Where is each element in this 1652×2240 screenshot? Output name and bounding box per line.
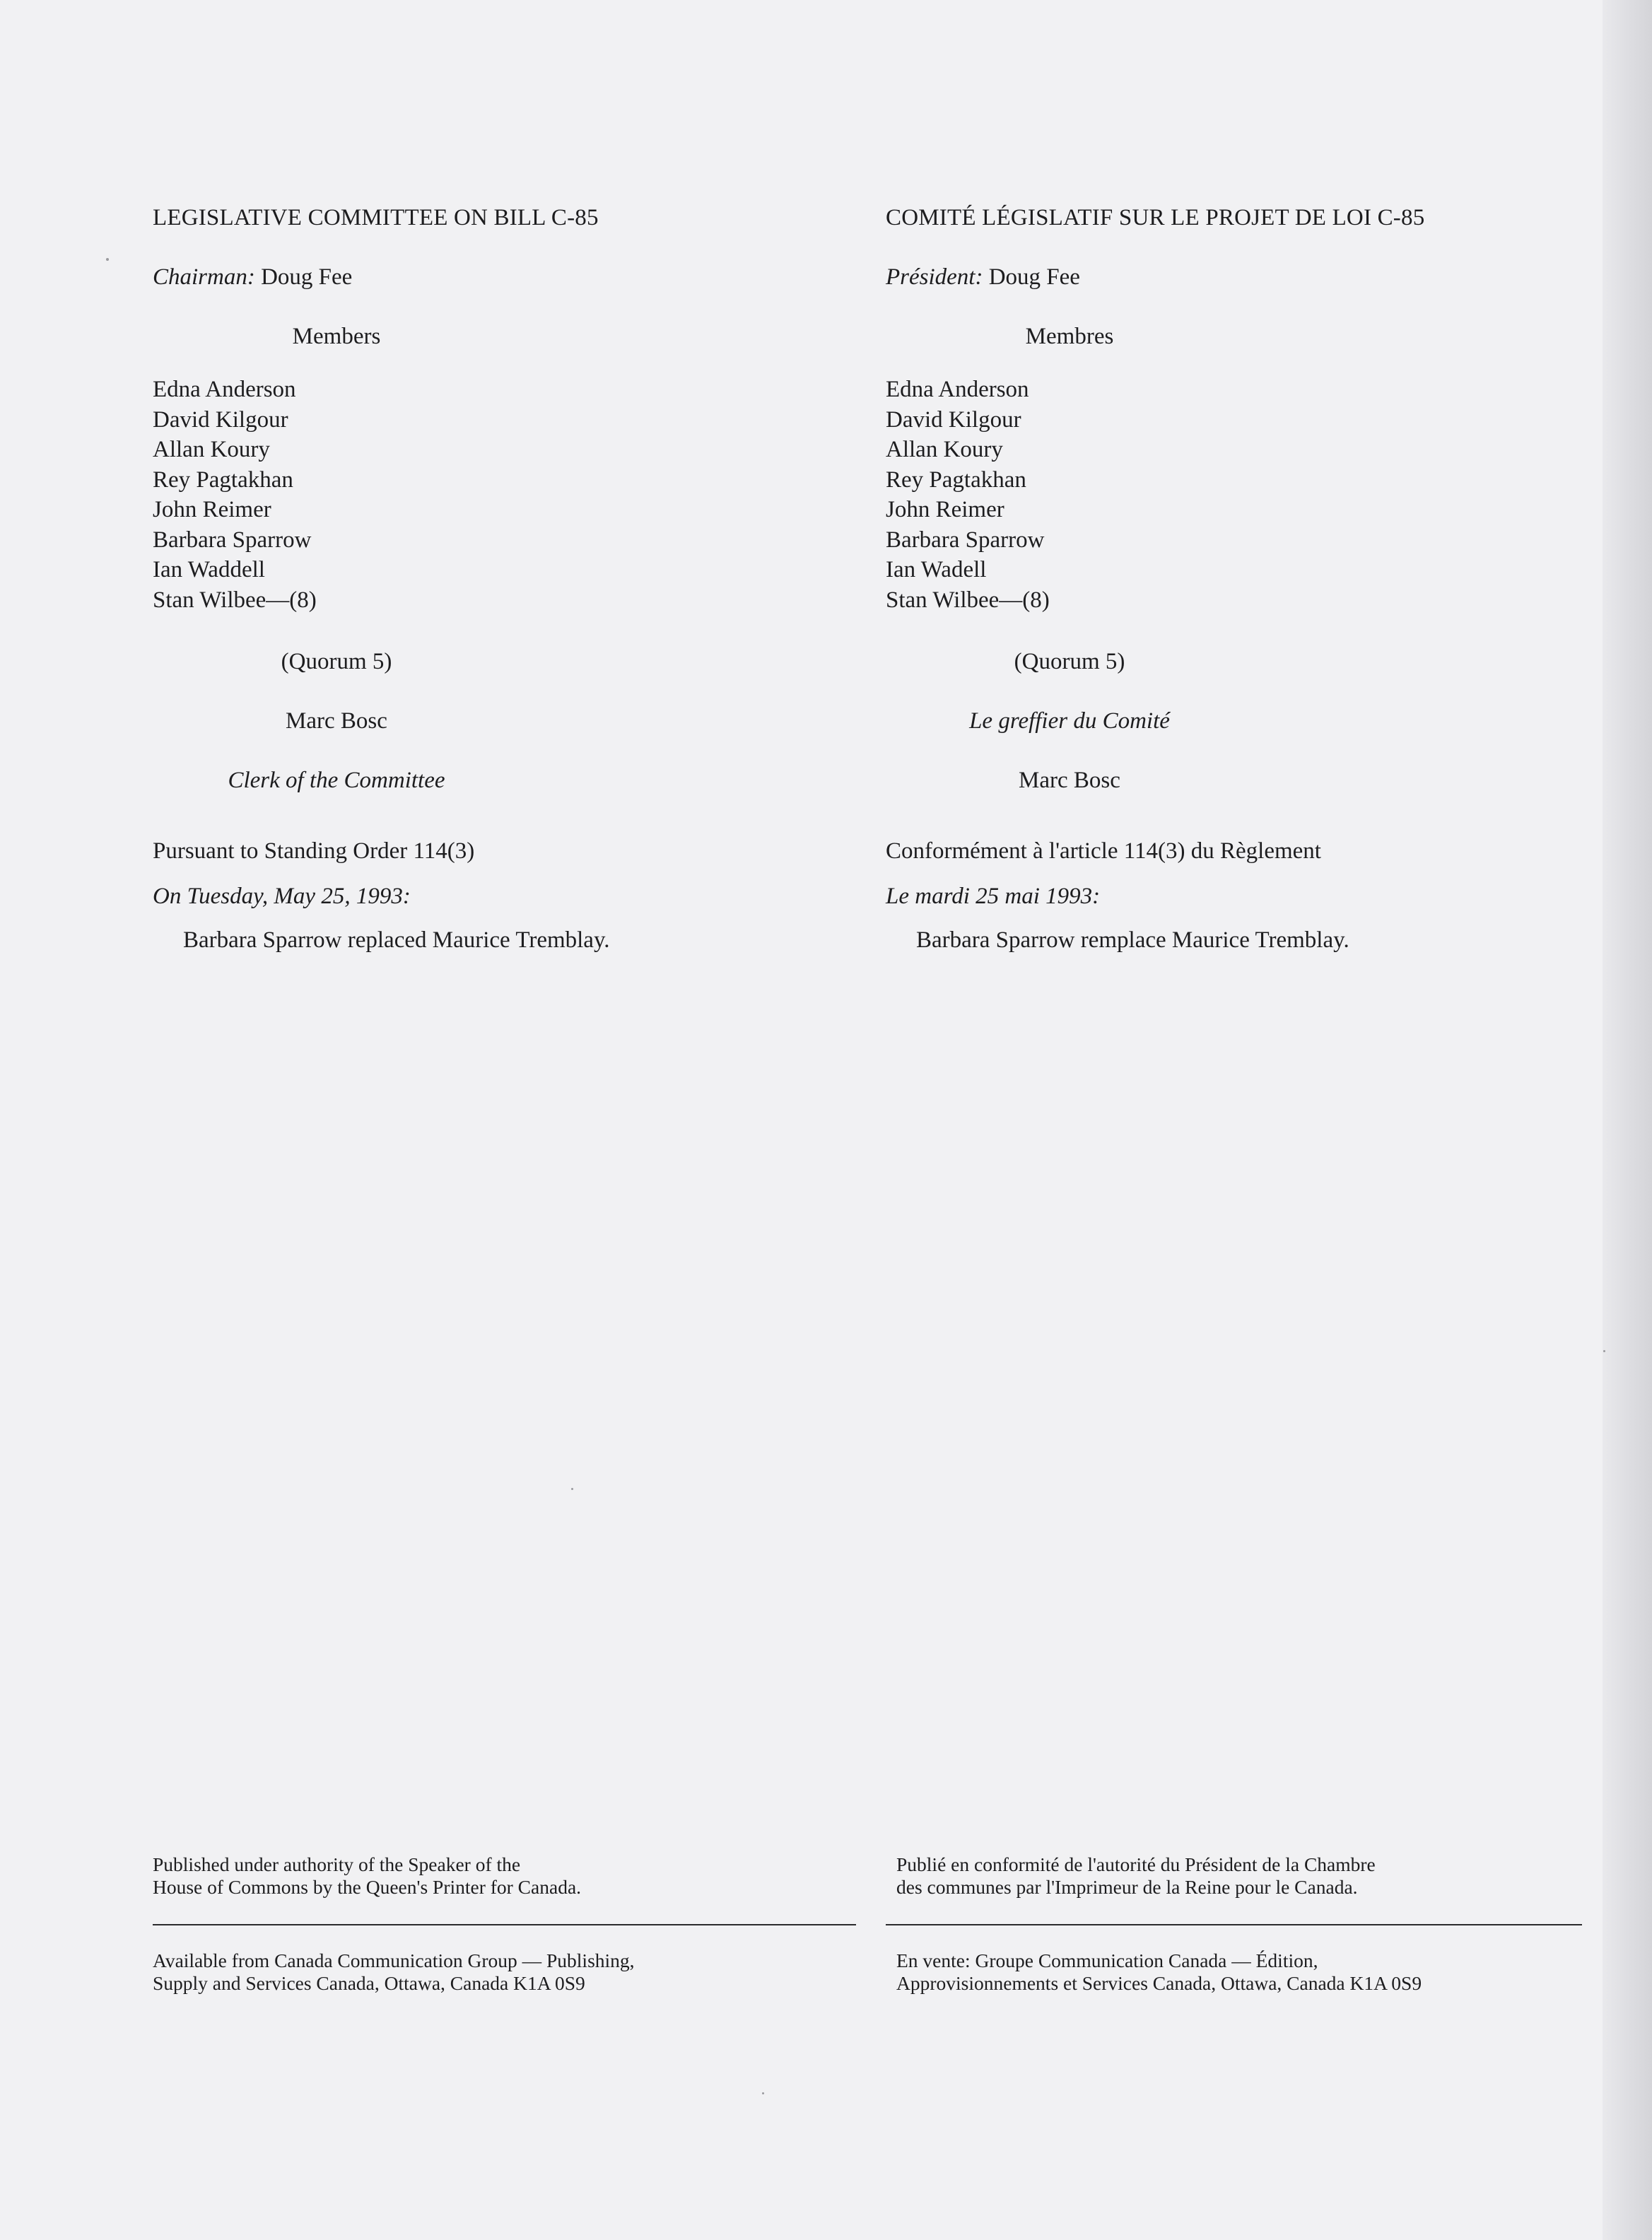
availability-line: En vente: Groupe Communication Canada — Édition, bbox=[896, 1949, 1318, 1971]
member-item: David Kilgour bbox=[153, 406, 288, 433]
replacement-note-en: Barbara Sparrow replaced Maurice Tremblay. bbox=[183, 927, 610, 953]
committee-heading-en: LEGISLATIVE COMMITTEE ON BILL C-85 bbox=[153, 205, 599, 230]
member-item: Edna Anderson bbox=[886, 377, 1029, 402]
page-edge bbox=[1603, 0, 1652, 2240]
chairman-name-en: Doug Fee bbox=[261, 264, 353, 290]
clerk-title-en: Clerk of the Committee bbox=[228, 768, 445, 793]
quorum-en: (Quorum 5) bbox=[281, 649, 392, 674]
chairman-line-fr bbox=[886, 264, 1593, 295]
members-title-fr: Membres bbox=[1025, 324, 1114, 349]
member-item: Rey Pagtakhan bbox=[886, 467, 1026, 493]
chairman-role-en: Chairman: bbox=[153, 264, 255, 290]
publication-line: House of Commons by the Queen's Printer for Canada. bbox=[153, 1876, 582, 1898]
paper-speck bbox=[571, 1488, 573, 1490]
publication-line: Publié en conformité de l'autorité du Président de la Chambre bbox=[896, 1853, 1376, 1875]
meeting-date-fr: Le mardi 25 mai 1993: bbox=[886, 884, 1101, 909]
availability-notice-fr bbox=[896, 1949, 1603, 1995]
member-item: Allan Koury bbox=[886, 437, 1003, 462]
member-item: Ian Waddell bbox=[153, 557, 265, 582]
clerk-name-fr: Marc Bosc bbox=[1019, 768, 1120, 793]
french-column bbox=[886, 205, 1593, 958]
publication-notice-fr bbox=[896, 1853, 1603, 1899]
member-item: Stan Wilbee—(8) bbox=[886, 587, 1050, 613]
availability-line: Approvisionnements et Services Canada, Ottawa, Canada K1A 0S9 bbox=[896, 1972, 1422, 1994]
members-list-fr bbox=[886, 375, 1593, 615]
committee-heading-fr: COMITÉ LÉGISLATIF SUR LE PROJET DE LOI C-85 bbox=[886, 205, 1425, 230]
availability-line: Available from Canada Communication Group — Publishing, bbox=[153, 1949, 635, 1971]
clerk-name-en: Marc Bosc bbox=[286, 708, 387, 734]
member-item: Stan Wilbee—(8) bbox=[153, 587, 317, 613]
member-item: John Reimer bbox=[153, 497, 271, 522]
paper-speck bbox=[762, 2092, 764, 2094]
members-title-en: Members bbox=[292, 324, 381, 349]
footer-divider-en bbox=[153, 1924, 856, 1925]
paper-speck bbox=[106, 258, 109, 261]
member-item: Allan Koury bbox=[153, 437, 270, 462]
replacement-note-fr: Barbara Sparrow remplace Maurice Tremblay. bbox=[916, 927, 1349, 953]
member-item: Rey Pagtakhan bbox=[153, 467, 293, 493]
member-item: Barbara Sparrow bbox=[886, 527, 1045, 553]
availability-notice-en bbox=[153, 1949, 860, 1995]
paper-speck bbox=[1603, 1350, 1605, 1352]
quorum-fr: (Quorum 5) bbox=[1014, 649, 1125, 674]
chairman-role-fr: Président: bbox=[886, 264, 983, 290]
members-list-en bbox=[153, 375, 860, 615]
clerk-title-fr: Le greffier du Comité bbox=[969, 708, 1170, 734]
standing-order-en: Pursuant to Standing Order 114(3) bbox=[153, 838, 475, 864]
english-column bbox=[153, 205, 860, 958]
member-item: Ian Wadell bbox=[886, 557, 987, 582]
standing-order-fr: Conformément à l'article 114(3) du Règlement bbox=[886, 838, 1321, 864]
availability-line: Supply and Services Canada, Ottawa, Canada K1A 0S9 bbox=[153, 1972, 585, 1994]
meeting-date-en: On Tuesday, May 25, 1993: bbox=[153, 884, 411, 909]
member-item: Edna Anderson bbox=[153, 377, 296, 402]
chairman-line-en bbox=[153, 264, 860, 295]
publication-line: Published under authority of the Speaker of the bbox=[153, 1853, 521, 1875]
member-item: John Reimer bbox=[886, 497, 1004, 522]
chairman-name-fr: Doug Fee bbox=[988, 264, 1080, 290]
member-item: David Kilgour bbox=[886, 406, 1021, 433]
member-item: Barbara Sparrow bbox=[153, 527, 312, 553]
publication-line: des communes par l'Imprimeur de la Reine pour le Canada. bbox=[896, 1876, 1358, 1898]
footer-divider-fr bbox=[886, 1924, 1582, 1925]
publication-notice-en bbox=[153, 1853, 860, 1899]
